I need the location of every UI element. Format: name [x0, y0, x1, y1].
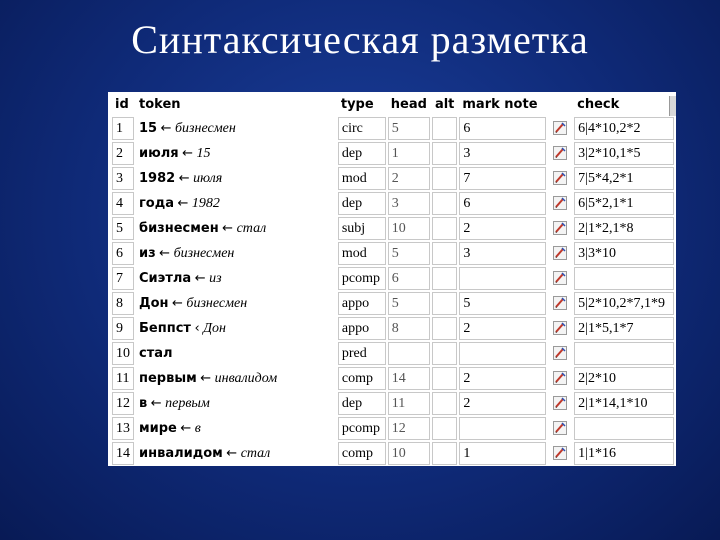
- check-field: 7|5*4,2*1: [574, 167, 674, 190]
- mark-field[interactable]: 2: [459, 317, 546, 340]
- table-row: [112, 417, 674, 440]
- check-field: [574, 342, 674, 365]
- alt-field[interactable]: [432, 317, 457, 340]
- row-token: [136, 142, 336, 165]
- table-row: [112, 167, 674, 190]
- row-token: [136, 417, 336, 440]
- dependency-arrow: ←: [180, 420, 192, 436]
- alt-field[interactable]: [432, 117, 457, 140]
- dependency-arrow: ←: [194, 270, 206, 286]
- annotation-table: [110, 92, 676, 466]
- alt-field[interactable]: [432, 392, 457, 415]
- head-field[interactable]: 1: [388, 142, 430, 165]
- token-governor: 1982: [191, 195, 220, 211]
- alt-field[interactable]: [432, 267, 457, 290]
- table-row: [112, 142, 674, 165]
- header-alt: alt: [434, 97, 455, 112]
- mark-field[interactable]: 5: [459, 292, 546, 315]
- type-field[interactable]: mod: [338, 242, 386, 265]
- mark-field[interactable]: 6: [459, 117, 546, 140]
- table-header-row: [112, 94, 674, 115]
- edit-cell[interactable]: [548, 117, 572, 140]
- edit-pencil-icon[interactable]: [553, 221, 567, 235]
- dependency-arrow: ←: [177, 195, 189, 211]
- head-field[interactable]: 11: [388, 392, 430, 415]
- table-row: [112, 292, 674, 315]
- row-token: [136, 317, 336, 340]
- token-governor: стал: [240, 445, 271, 461]
- dependency-arrow: ←: [200, 370, 212, 386]
- check-field: 2|2*10: [574, 367, 674, 390]
- token-word: июля: [139, 145, 179, 161]
- mark-field[interactable]: [459, 267, 546, 290]
- header-note: note: [504, 97, 538, 112]
- header-token: token: [139, 97, 181, 112]
- edit-cell[interactable]: [548, 217, 572, 240]
- token-governor: бизнесмен: [173, 245, 235, 261]
- mark-field[interactable]: 2: [459, 392, 546, 415]
- header-mark-note: [459, 94, 572, 115]
- row-id: 1: [112, 117, 134, 140]
- alt-field[interactable]: [432, 167, 457, 190]
- check-field: [574, 417, 674, 440]
- check-field: 3|2*10,1*5: [574, 142, 674, 165]
- type-field[interactable]: circ: [338, 117, 386, 140]
- type-field[interactable]: appo: [338, 292, 386, 315]
- token-word: из: [139, 245, 156, 261]
- edit-pencil-icon[interactable]: [553, 396, 567, 410]
- token-governor: бизнесмен: [186, 295, 248, 311]
- head-field[interactable]: [388, 342, 430, 365]
- row-id: 5: [112, 217, 134, 240]
- header-mark: mark: [462, 97, 500, 112]
- edit-pencil-icon[interactable]: [553, 146, 567, 160]
- alt-field[interactable]: [432, 292, 457, 315]
- token-governor: июля: [193, 170, 223, 186]
- annotation-table-panel: [108, 92, 676, 466]
- table-row: [112, 192, 674, 215]
- token-word: Дон: [139, 295, 169, 311]
- alt-field[interactable]: [432, 342, 457, 365]
- check-field: 2|1*2,1*8: [574, 217, 674, 240]
- table-row: [112, 117, 674, 140]
- check-field: 1|1*16: [574, 442, 674, 465]
- row-id: 3: [112, 167, 134, 190]
- token-word: Сиэтла: [139, 270, 192, 286]
- edit-cell[interactable]: [548, 392, 572, 415]
- token-word: Беппст: [139, 320, 191, 336]
- token-word: стал: [139, 345, 173, 361]
- dependency-arrow: ←: [172, 295, 183, 311]
- type-field[interactable]: comp: [338, 367, 386, 390]
- table-row: [112, 392, 674, 415]
- head-field[interactable]: 3: [388, 192, 430, 215]
- alt-field[interactable]: [432, 442, 457, 465]
- table-row: [112, 317, 674, 340]
- alt-field[interactable]: [432, 417, 457, 440]
- check-field: 6|5*2,1*1: [574, 192, 674, 215]
- edit-cell[interactable]: [548, 317, 572, 340]
- header-head: head: [390, 97, 427, 112]
- type-field[interactable]: pcomp: [338, 267, 386, 290]
- row-id: 10: [112, 342, 134, 365]
- edit-cell[interactable]: [548, 442, 572, 465]
- row-token: [136, 167, 336, 190]
- mark-field[interactable]: 2: [459, 367, 546, 390]
- header-type: type: [340, 97, 374, 112]
- token-word: 1982: [139, 170, 176, 186]
- table-row: [112, 242, 674, 265]
- row-token: [136, 367, 336, 390]
- type-field[interactable]: dep: [338, 142, 386, 165]
- row-token: [136, 217, 336, 240]
- row-id: 7: [112, 267, 134, 290]
- dependency-arrow: ‹: [194, 320, 200, 336]
- row-id: 6: [112, 242, 134, 265]
- row-id: 13: [112, 417, 134, 440]
- edit-pencil-icon[interactable]: [553, 121, 567, 135]
- scrollbar[interactable]: [669, 96, 676, 116]
- edit-cell[interactable]: [548, 242, 572, 265]
- token-word: мире: [139, 420, 177, 436]
- token-governor: инвалидом: [214, 370, 278, 386]
- alt-field[interactable]: [432, 192, 457, 215]
- type-field[interactable]: dep: [338, 392, 386, 415]
- edit-pencil-icon[interactable]: [553, 196, 567, 210]
- row-id: 11: [112, 367, 134, 390]
- head-field[interactable]: 5: [388, 242, 430, 265]
- row-token: [136, 242, 336, 265]
- edit-pencil-icon[interactable]: [553, 446, 567, 460]
- type-field[interactable]: subj: [338, 217, 386, 240]
- check-field: 5|2*10,2*7,1*9: [574, 292, 674, 315]
- type-field[interactable]: pcomp: [338, 417, 386, 440]
- type-field[interactable]: pred: [338, 342, 386, 365]
- type-field[interactable]: comp: [338, 442, 386, 465]
- head-field[interactable]: 12: [388, 417, 430, 440]
- edit-cell[interactable]: [548, 417, 572, 440]
- mark-field[interactable]: 3: [459, 142, 546, 165]
- alt-field[interactable]: [432, 367, 457, 390]
- token-governor: в: [194, 420, 201, 436]
- mark-field[interactable]: 3: [459, 242, 546, 265]
- token-governor: бизнесмен: [175, 120, 236, 136]
- alt-field[interactable]: [432, 242, 457, 265]
- token-word: 15: [139, 120, 158, 136]
- mark-field[interactable]: 2: [459, 217, 546, 240]
- edit-cell[interactable]: [548, 367, 572, 390]
- token-word: года: [139, 195, 174, 211]
- edit-pencil-icon[interactable]: [553, 271, 567, 285]
- row-id: 8: [112, 292, 134, 315]
- table-row: [112, 367, 674, 390]
- token-governor: стал: [236, 220, 267, 236]
- edit-pencil-icon[interactable]: [553, 246, 567, 260]
- mark-field[interactable]: [459, 342, 546, 365]
- dependency-arrow: ←: [159, 245, 171, 261]
- edit-pencil-icon[interactable]: [553, 346, 567, 360]
- slide-title: Синтаксическая разметка: [131, 17, 589, 62]
- check-field: 6|4*10,2*2: [574, 117, 674, 140]
- edit-cell[interactable]: [548, 267, 572, 290]
- row-token: [136, 342, 336, 365]
- edit-pencil-icon[interactable]: [553, 321, 567, 335]
- edit-pencil-icon[interactable]: [553, 171, 567, 185]
- token-word: инвалидом: [139, 445, 223, 461]
- row-id: 14: [112, 442, 134, 465]
- head-field[interactable]: 10: [388, 217, 430, 240]
- check-field: 2|1*5,1*7: [574, 317, 674, 340]
- edit-cell[interactable]: [548, 292, 572, 315]
- dependency-arrow: ←: [150, 395, 162, 411]
- row-token: [136, 442, 336, 465]
- token-word: в: [139, 395, 148, 411]
- head-field[interactable]: 2: [388, 167, 430, 190]
- mark-field[interactable]: 7: [459, 167, 546, 190]
- header-check: check: [577, 97, 620, 112]
- row-token: [136, 192, 336, 215]
- token-governor: из: [209, 270, 222, 286]
- table-row: [112, 442, 674, 465]
- type-field[interactable]: mod: [338, 167, 386, 190]
- mark-field[interactable]: 6: [459, 192, 546, 215]
- row-id: 4: [112, 192, 134, 215]
- row-token: [136, 267, 336, 290]
- token-word: бизнесмен: [139, 220, 219, 236]
- edit-cell[interactable]: [548, 142, 572, 165]
- head-field[interactable]: 6: [388, 267, 430, 290]
- dependency-arrow: ←: [222, 220, 234, 236]
- head-field[interactable]: 10: [388, 442, 430, 465]
- table-row: [112, 267, 674, 290]
- check-field: 2|1*14,1*10: [574, 392, 674, 415]
- row-token: [136, 117, 336, 140]
- alt-field[interactable]: [432, 142, 457, 165]
- token-governor: первым: [165, 395, 210, 411]
- type-field[interactable]: appo: [338, 317, 386, 340]
- head-field[interactable]: 5: [388, 292, 430, 315]
- edit-pencil-icon[interactable]: [553, 421, 567, 435]
- token-governor: 15: [196, 145, 211, 161]
- dependency-arrow: ←: [226, 445, 238, 461]
- check-field: 3|3*10: [574, 242, 674, 265]
- mark-field[interactable]: [459, 417, 546, 440]
- mark-field[interactable]: 1: [459, 442, 546, 465]
- row-token: [136, 392, 336, 415]
- row-id: 9: [112, 317, 134, 340]
- head-field[interactable]: 8: [388, 317, 430, 340]
- dependency-arrow: ←: [178, 170, 190, 186]
- token-word: первым: [139, 370, 197, 386]
- edit-cell[interactable]: [548, 192, 572, 215]
- type-field[interactable]: dep: [338, 192, 386, 215]
- table-row: [112, 342, 674, 365]
- edit-pencil-icon[interactable]: [553, 296, 567, 310]
- token-governor: Дон: [203, 320, 226, 336]
- row-id: 12: [112, 392, 134, 415]
- head-field[interactable]: 14: [388, 367, 430, 390]
- alt-field[interactable]: [432, 217, 457, 240]
- dependency-arrow: ←: [160, 120, 172, 136]
- edit-pencil-icon[interactable]: [553, 371, 567, 385]
- row-token: [136, 292, 336, 315]
- check-field: [574, 267, 674, 290]
- table-row: [112, 217, 674, 240]
- dependency-arrow: ←: [182, 145, 194, 161]
- row-id: 2: [112, 142, 134, 165]
- edit-cell[interactable]: [548, 167, 572, 190]
- header-id: id: [115, 97, 129, 112]
- head-field[interactable]: 5: [388, 117, 430, 140]
- edit-cell[interactable]: [548, 342, 572, 365]
